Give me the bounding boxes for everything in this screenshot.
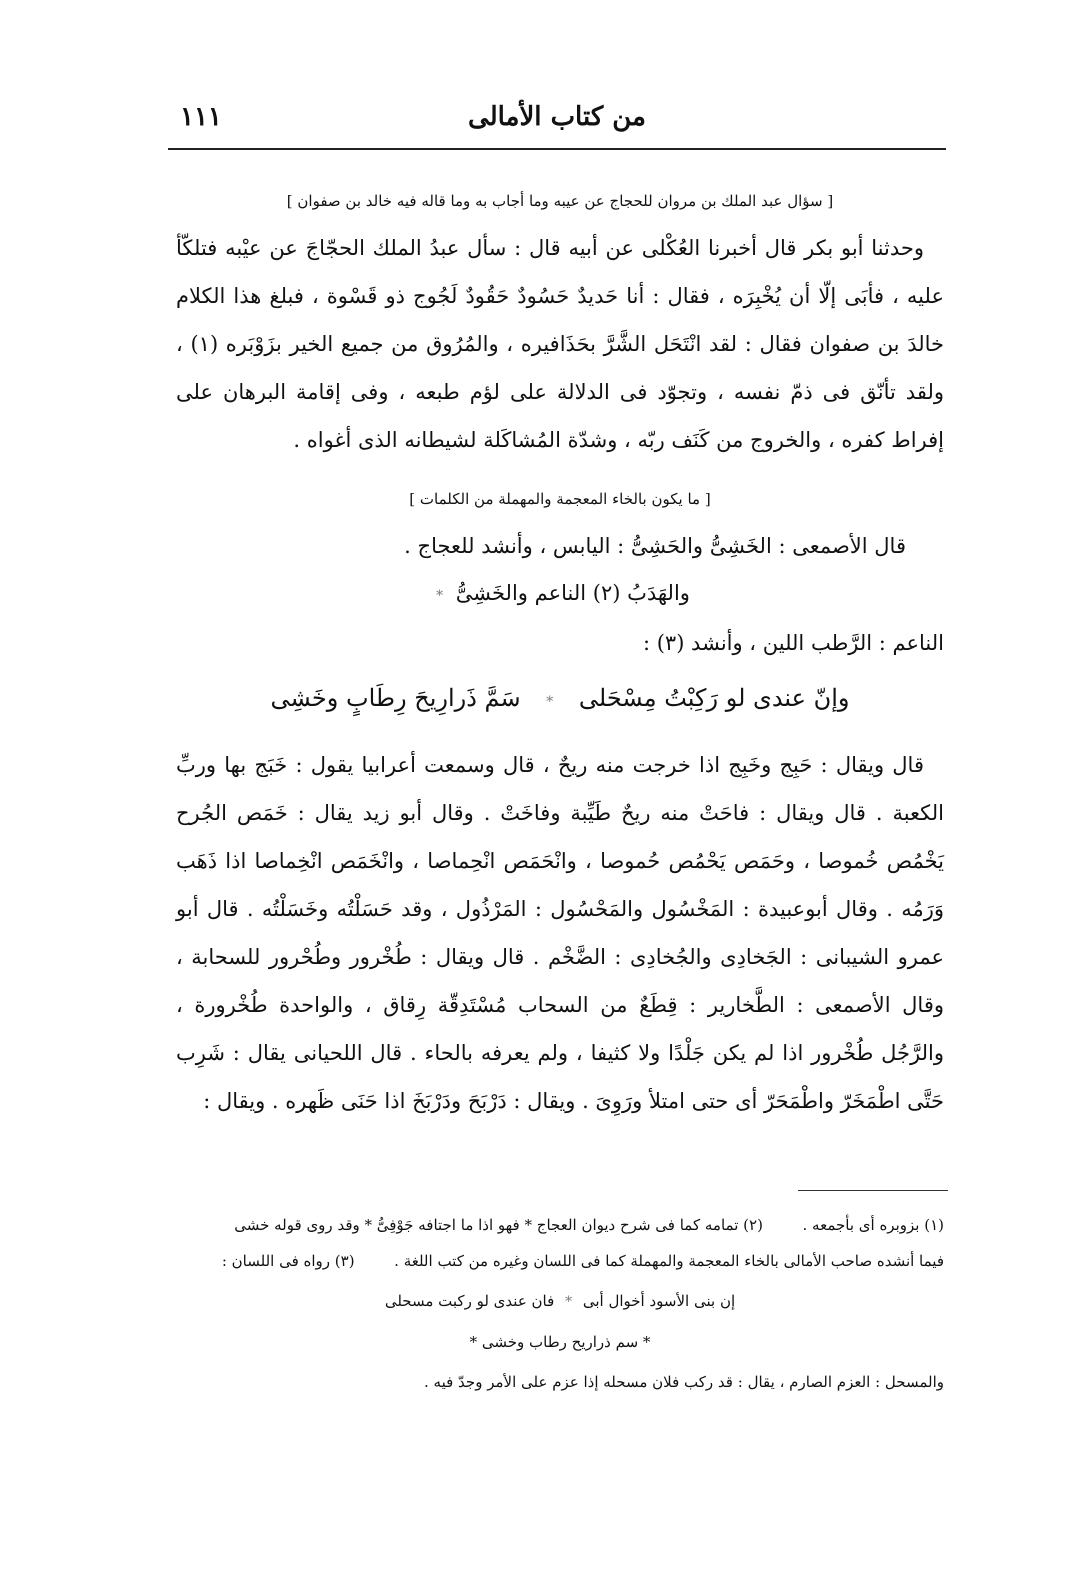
header-rule — [168, 148, 946, 150]
footnote-2: (٢) تمامه كما فى شرح ديوان العجاج * فهو اذا ما اجتافه جَوْفِىُّ * وقد روى قوله خشى — [234, 1216, 763, 1234]
section-heading: [ سؤال عبد الملك بن مروان للحجاج عن عيبه وما أجاب به وما قاله فيه خالد بن صفوان ] — [286, 192, 834, 210]
verse-marker: * — [546, 694, 554, 710]
verse-marker: * — [565, 1294, 573, 1310]
verse-line — [176, 572, 944, 617]
paragraph: وحدثنا أبو بكر قال أخبرنا العُكْلى عن أبيه قال : سأل عبدُ الملك الحجّاجَ عن عيْبه فتلكّأ عليه ، فأبَى إلّا أن يُخْبِرَه ، فقال : أنا حَديدٌ حَسُودٌ حَقُودٌ لَجُوج ذو قَسْوة ، فبلغ هذا الكلام خالدَ بن صفوان فقال : لقد انْتَحَل الشَّرَّ بحَذَافيره ، والمُرُوق من جميع الخير بزَوْبَره (١) ، ولقد تأنّق فى ذمّ نفسه ، وتجوّد فى الدلالة على لؤم طبعه ، وفى إقامة البرهان على إفراط كفره ، والخروج من كَنَف ربّه ، وشدّة المُشاكَلة لشيطانه الذى أغواه . — [176, 236, 944, 452]
footnote-verse-a: إن بنى الأسود أخوال أبى — [582, 1292, 736, 1310]
paragraph: قال الأصمعى : الخَشِىُّ والحَشِىُّ : اليابس ، وأنشد للعجاج . — [404, 534, 906, 558]
page-number: ١١١ — [180, 102, 222, 132]
verse-hemistich-2: سَمَّ ذَرارِيحَ رِطَابٍ وخَشِى — [270, 684, 521, 712]
page-header — [168, 100, 946, 148]
footnote-line — [176, 1210, 944, 1240]
footnotes — [176, 1210, 944, 1403]
running-title: من كتاب الأمالى — [468, 102, 646, 132]
footnote-verse — [176, 1286, 944, 1317]
footnote-1: (١) بزوبره أى بأجمعه . — [802, 1216, 944, 1234]
footnote-line — [176, 1246, 944, 1276]
verse-hemistich-1: وإنّ عندى لو رَكِبْتُ مِسْحَلى — [578, 684, 850, 712]
footnote-2-cont: فيما أنشده صاحب الأمالى بالخاء المعجمة والمهملة كما فى اللسان وغيره من كتب اللغة . — [394, 1252, 944, 1270]
footnote-rule — [798, 1190, 948, 1191]
paragraph: قال ويقال : حَبِج وخَبِج اذا خرجت منه ريحٌ ، قال وسمعت أعرابيا يقول : خَبَج بها وربِّ الكعبة . قال ويقال : فاحَتْ منه ريحٌ طَيِّبة وفاخَتْ . وقال أبو زيد يقال : خَمَص الجُرح يَخْمُص خُموصا ، وحَمَص يَحْمُص حُموصا ، وانْحَمَص انْحِماصا ، وانْخَمَص انْخِماصا اذا ذَهَب وَرَمُه . وقال أبوعبيدة : المَخْسُول والمَحْسُول : المَرْذُول ، وقد حَسَلْتُه وخَسَلْتُه . قال أبو عمرو الشيبانى : الجَخادِى والجُخادِى : الضَّخْم . قال ويقال : طُخْرور وطُحْرور للسحابة ، وقال الأصمعى : الطَّخارير : قِطَعٌ من السحاب مُسْتَدِقّة رِقاق ، والواحدة طُخْرورة ، والرَّجُل طُخْرور اذا لم يكن جَلْدًا ولا كثيفا ، ولم يعرفه بالحاء . قال اللحيانى يقال : شَرِب حَتَّى اطْمَخَرّ واطْمَحَرّ أى حتى امتلأ ورَوِىَ . ويقال : دَرْبَحَ ودَرْبَخَ اذا حَنَى ظَهره . ويقال : — [176, 753, 944, 1113]
section-heading: [ ما يكون بالخاء المعجمة والمهملة من الكلمات ] — [409, 490, 711, 508]
verse-text: والهَدَبُ (٢) الناعم والخَشِىُّ — [455, 581, 690, 605]
section-khalid — [176, 192, 944, 464]
verse-line — [176, 677, 944, 723]
footnote-line: والمسحل : العزم الصارم ، يقال : قد ركب فلان مسحله إذا عزم على الأمر وجدّ فيه . — [424, 1373, 944, 1391]
footnote-3: (٣) رواه فى اللسان : — [221, 1252, 355, 1270]
section-kha-ha — [176, 490, 944, 1125]
main-text — [176, 192, 944, 1151]
verse-marker: * — [436, 588, 444, 604]
paragraph: الناعم : الرَّطب اللين ، وأنشد (٣) : — [642, 631, 944, 655]
footnote-verse-b: فان عندى لو ركبت مسحلى — [384, 1292, 555, 1310]
footnote-verse: * سم ذراريح رطاب وخشى * — [469, 1333, 651, 1351]
